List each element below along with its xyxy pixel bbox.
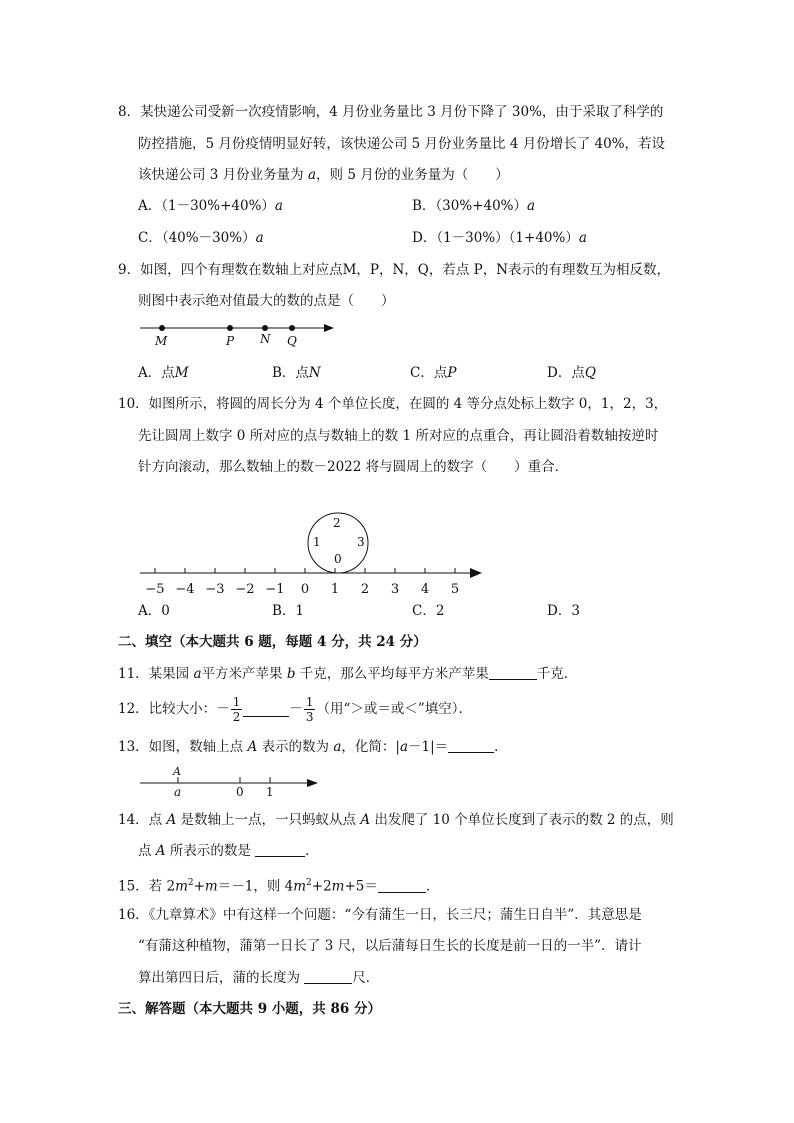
q8-line2: 防控措施，5 月份疫情明显好转，该快递公司 5 月份业务量比 4 月份增长了 40%，若设	[138, 136, 666, 152]
q10-line3: 针方向滚动，那么数轴上的数－2022 将与圆周上的数字（ ）重合．	[138, 459, 569, 475]
q10-axis-tick-label: 2	[360, 582, 370, 597]
q10-axis-tick-label: −3	[205, 582, 225, 597]
q9-option-d: D．点Q	[547, 365, 596, 381]
q10-circle-label-2: 2	[333, 516, 341, 530]
q10-axis-tick-label: 3	[390, 582, 400, 597]
q14-line2: 点 A 所表示的数是 ．	[138, 843, 319, 859]
q10-axis-tick-label: 1	[330, 582, 340, 597]
q10-circle-label-3: 3	[357, 535, 365, 549]
q9-label-q: Q	[287, 334, 297, 348]
q9-line2: 则图中表示绝对值最大的数的点是（ ）	[138, 293, 395, 309]
q10-option-b: B．1	[272, 603, 305, 619]
q8-option-c: C．（40%－30%）a	[138, 230, 264, 246]
q10-option-d: D．3	[547, 603, 580, 619]
q10-axis-tick-label: −5	[145, 582, 165, 597]
q16-line1: 16．《九章算术》中有这样一个问题：“今有蒲生一日，长三尺；蒲生日自半”．其意思是	[118, 907, 642, 923]
q10-axis-tick-label: −4	[175, 582, 195, 597]
q10-axis-tick-label: 4	[420, 582, 430, 597]
q9-option-a: A．点M	[138, 365, 189, 381]
q8-line1: 8．某快递公司受新一次疫情影响，4 月份业务量比 3 月份下降了 30%，由于采取了科学的	[118, 104, 664, 120]
q10-circle-label-0: 0	[334, 552, 342, 566]
q10-circle-label-1: 1	[313, 535, 321, 549]
q10-axis-tick-label: −1	[265, 582, 285, 597]
q10-axis-tick-label: −2	[235, 582, 255, 597]
q13-label-a: a	[174, 785, 182, 799]
q10-axis-tick-label: 5	[450, 582, 460, 597]
q8-option-b: B．（30%+40%）a	[412, 198, 536, 214]
q11: 11．某果园 a平方米产苹果 b 千克，那么平均每平方米产苹果 千克．	[118, 666, 578, 682]
q12-fraction-2: $\frac{1}{3}$	[305, 695, 314, 724]
q14-line1: 14．点 A 是数轴上一点，一只蚂蚁从点 A 出发爬了 10 个单位长度到了表示的数 2 的点，则	[118, 812, 674, 828]
q13-label-1: 1	[266, 785, 274, 799]
q10-option-a: A．0	[138, 603, 170, 619]
section-2-heading: 二、填空（本大题共 6 题，每题 4 分，共 24 分）	[118, 634, 427, 650]
q8-line3: 该快递公司 3 月份业务量为 a，则 5 月份的业务量为（ ）	[138, 167, 509, 183]
q9-label-p: P	[226, 334, 235, 348]
q8-option-a: A．（1－30%+40%）a	[138, 198, 283, 214]
q10-axis-tick-label: 0	[300, 582, 310, 597]
q16-answer-blank	[304, 969, 352, 984]
q9-label-m: M	[155, 334, 168, 348]
q13: 13．如图，数轴上点 A 表示的数为 a，化简：|a－1|＝ ．	[118, 739, 508, 755]
q9-label-n: N	[260, 332, 271, 346]
q15-answer-blank	[378, 878, 426, 893]
q10-line1: 10．如图所示，将圆的周长分为 4 个单位长度，在圆的 4 等分点处标上数字 0，1，2，3，	[118, 396, 668, 412]
q9-line1: 9．如图，四个有理数在数轴上对应点M，P，N，Q，若点 P，N表示的有理数互为相反数，	[118, 262, 671, 278]
q12-fraction-1: $\frac{1}{2}$	[232, 695, 241, 724]
q14-answer-blank	[255, 842, 305, 857]
q13-axis-arrow	[307, 779, 318, 787]
q13-label-0: 0	[236, 785, 244, 799]
q10-line2: 先让圆周上数字 0 所对应的点与数轴上的数 1 所对应的点重合，再让圆沿着数轴按逆时	[138, 428, 659, 444]
q12: 12．比较大小：－ $\frac{1}{2}$ － $\frac{1}{3}$ （用“＞或＝或＜”填空）．	[118, 695, 473, 724]
q8-option-d: D．（1－30%）（1+40%）a	[412, 230, 587, 246]
q9-option-b: B．点N	[272, 365, 321, 381]
q13-label-A: A	[173, 765, 181, 778]
q10-option-c: C．2	[412, 603, 445, 619]
q9-option-c: C．点P	[410, 365, 457, 381]
q16-line3: 算出第四日后，蒲的长度为 尺．	[138, 970, 380, 986]
section-3-heading: 三、解答题（本大题共 9 小题，共 86 分）	[118, 1001, 381, 1017]
q15: 15．若 $2m^2+m=-1$，则 $4m^2+2m+5=$ ．	[118, 878, 440, 895]
q16-line2: “有蒲这种植物，蒲第一日长了 3 尺，以后蒲每日生长的长度是前一日的一半”．请计	[138, 938, 642, 954]
